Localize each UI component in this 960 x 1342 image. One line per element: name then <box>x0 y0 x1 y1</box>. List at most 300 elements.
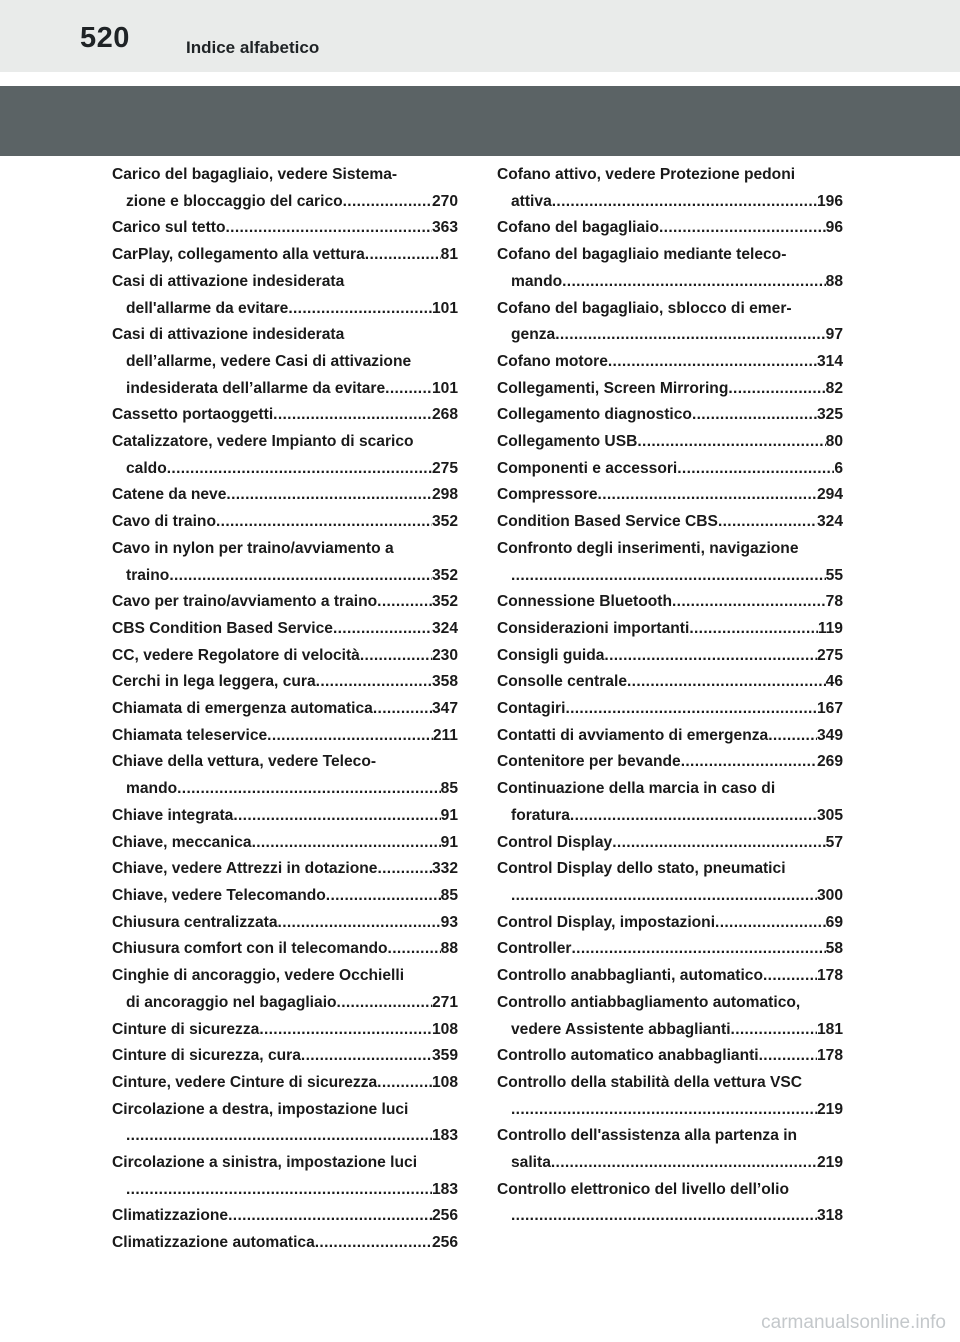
page-reference: 332 <box>431 860 458 878</box>
header-bar <box>0 0 960 72</box>
page-reference: 93 <box>440 913 458 931</box>
dot-leader <box>659 215 826 242</box>
dot-leader <box>377 1070 432 1097</box>
index-entry-last-line <box>497 1017 843 1044</box>
index-entry-last-line <box>497 189 843 216</box>
index-entry-line <box>112 349 458 376</box>
section-title: Indice alfabetico <box>186 38 320 57</box>
index-entry-text: traino <box>126 566 170 584</box>
index-entry <box>112 669 458 696</box>
index-entry-last-line <box>112 1043 458 1070</box>
page-reference: 167 <box>816 700 843 718</box>
index-entry-text: zione e bloccaggio del carico <box>126 192 343 210</box>
page-reference: 352 <box>431 593 458 611</box>
index-entry-text: Consolle centrale <box>497 673 627 691</box>
dot-leader <box>316 669 432 696</box>
index-column-left <box>112 162 458 1257</box>
dot-leader <box>226 482 432 509</box>
dot-leader <box>252 830 441 857</box>
index-entry <box>497 456 843 483</box>
index-entry-last-line <box>112 242 458 269</box>
index-entry-text: Catalizzatore, vedere Impianto di scarico <box>112 433 414 451</box>
index-entry-last-line <box>112 1017 458 1044</box>
page-reference: 270 <box>431 192 458 210</box>
dot-leader <box>373 696 432 723</box>
index-entry-text: vedere Assistente abbaglianti <box>511 1020 731 1038</box>
index-entry-last-line <box>497 723 843 750</box>
index-entry-text: Controllo automatico anabbaglianti <box>497 1047 759 1065</box>
page-reference: 268 <box>431 406 458 424</box>
index-entry-text: Connessione Bluetooth <box>497 593 672 611</box>
page-reference: 85 <box>440 780 458 798</box>
dot-leader <box>692 402 817 429</box>
index-entry-line <box>497 1070 843 1097</box>
page-reference: 256 <box>431 1234 458 1252</box>
index-entry <box>497 509 843 536</box>
index-entry-line <box>112 536 458 563</box>
index-entry-text: Chiave integrata <box>112 806 234 824</box>
index-entry-last-line <box>112 856 458 883</box>
index-entry-text: Controller <box>497 940 572 958</box>
page-reference: 305 <box>816 806 843 824</box>
page-reference: 108 <box>431 1020 458 1038</box>
dot-leader <box>565 696 817 723</box>
dot-leader <box>728 376 825 403</box>
index-entry-line <box>497 990 843 1017</box>
index-entry <box>112 936 458 963</box>
index-entry-last-line <box>112 669 458 696</box>
index-entry-last-line <box>497 803 843 830</box>
page-reference: 352 <box>431 566 458 584</box>
page-reference: 57 <box>825 833 843 851</box>
dot-leader <box>715 910 826 937</box>
page-reference: 119 <box>817 619 843 637</box>
index-entry-line <box>112 322 458 349</box>
index-entry-text: di ancoraggio nel bagagliaio <box>126 993 337 1011</box>
index-entry-text: Carico sul tetto <box>112 219 226 237</box>
index-entry-text: Controllo elettronico del livello dell’olio <box>497 1180 789 1198</box>
page-reference: 91 <box>440 833 458 851</box>
index-entry-last-line <box>112 776 458 803</box>
index-entry-text: Circolazione a destra, impostazione luci <box>112 1100 409 1118</box>
index-entry-text: Casi di attivazione indesiderata <box>112 272 345 290</box>
index-entry-text: Considerazioni importanti <box>497 619 690 637</box>
index-entry-text: Collegamento diagnostico <box>497 406 692 424</box>
index-entry-text: Controllo della stabilità della vettura VSC <box>497 1073 803 1091</box>
index-entry-line <box>497 296 843 323</box>
index-entry <box>497 296 843 349</box>
page-reference: 101 <box>431 299 458 317</box>
index-entry <box>497 830 843 857</box>
index-entry-text: Cofano motore <box>497 352 608 370</box>
index-entry <box>497 910 843 937</box>
index-entry-text: Chiusura comfort con il telecomando <box>112 940 388 958</box>
index-entry-text: Controllo dell'assistenza alla partenza in <box>497 1127 798 1145</box>
index-entry-text: Casi di attivazione indesiderata <box>112 326 345 344</box>
index-entry-last-line <box>497 482 843 509</box>
index-entry-text: Collegamenti, Screen Mirroring <box>497 379 729 397</box>
index-entry-text: Contatti di avviamento di emergenza <box>497 726 769 744</box>
index-entry-last-line <box>497 456 843 483</box>
index-entry-text: Circolazione a sinistra, impostazione luci <box>112 1154 418 1172</box>
index-entry-line <box>112 1097 458 1124</box>
index-entry <box>497 936 843 963</box>
page-reference: 6 <box>834 459 843 477</box>
index-entry-last-line <box>497 1043 843 1070</box>
index-entry-last-line <box>497 669 843 696</box>
dot-leader <box>326 883 441 910</box>
page-reference: 358 <box>431 673 458 691</box>
dot-leader <box>343 189 432 216</box>
index-entry <box>112 723 458 750</box>
index-entry-text: Confronto degli inserimenti, navigazione <box>497 539 799 557</box>
dot-leader <box>385 376 432 403</box>
index-entry-text: foratura <box>511 806 570 824</box>
index-entry-last-line <box>497 402 843 429</box>
index-entry-last-line <box>497 883 843 910</box>
index-entry <box>112 1097 458 1150</box>
dot-leader <box>126 1123 432 1150</box>
dot-leader <box>267 723 433 750</box>
index-entry-last-line <box>112 456 458 483</box>
page-reference: 324 <box>816 513 843 531</box>
index-entry <box>112 536 458 589</box>
index-entry <box>497 963 843 990</box>
dot-leader <box>681 749 817 776</box>
index-entry <box>112 322 458 402</box>
index-entry <box>112 963 458 1016</box>
index-entry <box>497 749 843 776</box>
page-reference: 183 <box>431 1180 458 1198</box>
index-entry-text: Controllo antiabbagliamento automatico, <box>497 993 801 1011</box>
page-reference: 85 <box>440 886 458 904</box>
page-reference: 359 <box>431 1047 458 1065</box>
index-column-right <box>497 162 843 1230</box>
index-entry-last-line <box>497 322 843 349</box>
index-entry <box>112 883 458 910</box>
page-reference: 196 <box>816 192 843 210</box>
index-entry-line <box>497 856 843 883</box>
index-entry <box>497 856 843 909</box>
index-entry-text: Collegamento USB <box>497 433 638 451</box>
index-entry-last-line <box>497 509 843 536</box>
dot-leader <box>233 803 440 830</box>
dot-leader <box>555 322 825 349</box>
dot-leader <box>228 1203 432 1230</box>
index-entry-text: Chiave della vettura, vedere Teleco- <box>112 753 377 771</box>
index-entry-last-line <box>112 696 458 723</box>
page-reference: 178 <box>816 1047 843 1065</box>
index-entry <box>112 1150 458 1203</box>
dot-leader <box>377 589 432 616</box>
index-entry-last-line <box>112 563 458 590</box>
index-entry-text: Cofano del bagagliaio <box>497 219 660 237</box>
index-entry-text: Cofano del bagagliaio, sblocco di emer- <box>497 299 792 317</box>
dot-leader <box>216 509 432 536</box>
index-entry <box>112 509 458 536</box>
index-entry-last-line <box>497 589 843 616</box>
index-entry-text: Chiave, meccanica <box>112 833 252 851</box>
index-entry-text: genza <box>511 326 556 344</box>
index-entry <box>112 402 458 429</box>
index-entry-last-line <box>497 616 843 643</box>
dot-leader <box>572 936 826 963</box>
index-entry-last-line <box>497 1203 843 1230</box>
index-entry-last-line <box>112 1070 458 1097</box>
index-entry-text: Compressore <box>497 486 598 504</box>
index-entry <box>497 429 843 456</box>
dot-leader <box>511 1203 817 1230</box>
index-entry-last-line <box>497 376 843 403</box>
index-entry-text: Chiusura centralizzata <box>112 913 278 931</box>
page-reference: 80 <box>825 433 843 451</box>
index-entry-text: mando <box>126 780 178 798</box>
dot-leader <box>273 402 432 429</box>
dot-leader <box>315 1230 432 1257</box>
page-reference: 108 <box>431 1073 458 1091</box>
index-entry-text: Carico del bagagliaio, vedere Sistema- <box>112 166 398 183</box>
index-entry <box>112 1203 458 1230</box>
index-entry-text: Consigli guida <box>497 646 605 664</box>
index-entry-line <box>112 749 458 776</box>
index-entry-text: Cinture, vedere Cinture di sicurezza <box>112 1073 378 1091</box>
index-entry-text: CarPlay, collegamento alla vettura <box>112 246 365 264</box>
page-reference: 82 <box>825 379 843 397</box>
index-entry-last-line <box>112 803 458 830</box>
index-entry-text: Control Display <box>497 833 613 851</box>
index-entry-last-line <box>112 189 458 216</box>
index-entry-last-line <box>497 429 843 456</box>
index-entry <box>497 990 843 1043</box>
page-reference: 97 <box>825 326 843 344</box>
index-entry-text: attiva <box>511 192 552 210</box>
page-reference: 46 <box>825 673 843 691</box>
index-entry <box>112 643 458 670</box>
index-entry-text: dell’allarme, vedere Casi di attivazione <box>126 352 412 370</box>
dot-leader <box>562 269 826 296</box>
index-entry <box>112 616 458 643</box>
index-entry-text: Chiave, vedere Attrezzi in dotazione <box>112 860 378 878</box>
index-entry-text: Climatizzazione <box>112 1207 229 1225</box>
page-reference: 352 <box>431 513 458 531</box>
index-entry-line <box>112 162 458 189</box>
index-entry-last-line <box>112 589 458 616</box>
dot-leader <box>598 482 817 509</box>
dot-leader <box>333 616 432 643</box>
index-entry-last-line <box>112 990 458 1017</box>
index-entry-text: Chiave, vedere Telecomando <box>112 886 326 904</box>
index-entry <box>497 643 843 670</box>
dot-leader <box>511 883 817 910</box>
page-reference: 55 <box>825 566 843 584</box>
index-entry <box>497 776 843 829</box>
index-entry-last-line <box>497 349 843 376</box>
index-entry-last-line <box>497 910 843 937</box>
index-entry-line <box>112 963 458 990</box>
dot-leader <box>511 563 826 590</box>
page-reference: 58 <box>825 940 843 958</box>
page-reference: 271 <box>431 993 458 1011</box>
index-entry-text: Cinghie di ancoraggio, vedere Occhielli <box>112 967 405 985</box>
dot-leader <box>608 349 817 376</box>
index-entry <box>497 402 843 429</box>
index-entry-line <box>497 162 843 189</box>
index-entry-last-line <box>112 723 458 750</box>
index-entry <box>497 162 843 215</box>
index-entry-line <box>497 776 843 803</box>
page-reference: 349 <box>816 726 843 744</box>
page-reference: 314 <box>816 352 843 370</box>
dot-leader <box>551 1150 817 1177</box>
dot-leader <box>365 242 441 269</box>
index-entry <box>497 1070 843 1123</box>
dot-leader <box>763 963 817 990</box>
index-entry <box>497 616 843 643</box>
index-entry-last-line <box>112 296 458 323</box>
dot-leader <box>759 1043 817 1070</box>
index-entry-line <box>497 536 843 563</box>
index-entry-line <box>497 242 843 269</box>
page-reference: 325 <box>816 406 843 424</box>
index-entry <box>112 429 458 482</box>
index-entry <box>497 723 843 750</box>
index-entry-last-line <box>112 1123 458 1150</box>
index-entry-line <box>112 269 458 296</box>
page-reference: 178 <box>816 967 843 985</box>
index-entry <box>497 242 843 295</box>
dot-leader <box>511 1097 817 1124</box>
index-entry <box>112 215 458 242</box>
index-entry-last-line <box>497 936 843 963</box>
page-reference: 269 <box>816 753 843 771</box>
index-entry <box>112 856 458 883</box>
index-entry <box>112 269 458 322</box>
index-entry-text: mando <box>511 272 563 290</box>
dot-leader <box>672 589 826 616</box>
index-entry-text: Controllo anabbaglianti, automatico <box>497 967 763 985</box>
page-number: 520 <box>80 22 130 54</box>
index-entry-text: Control Display dello stato, pneumatici <box>497 860 786 878</box>
dot-leader <box>627 669 826 696</box>
index-entry <box>112 1230 458 1257</box>
index-entry <box>112 696 458 723</box>
index-entry-last-line <box>497 696 843 723</box>
page-reference: 275 <box>816 646 843 664</box>
index-entry <box>497 376 843 403</box>
index-entry <box>112 242 458 269</box>
index-entry-text: caldo <box>126 459 167 477</box>
index-entry-text: Componenti e accessori <box>497 459 678 477</box>
index-entry <box>497 669 843 696</box>
page-reference: 101 <box>431 379 458 397</box>
dot-leader <box>768 723 817 750</box>
index-entry-text: Control Display, impostazioni <box>497 913 716 931</box>
page-reference: 88 <box>440 940 458 958</box>
index-entry-line <box>112 1150 458 1177</box>
page-reference: 219 <box>816 1154 843 1172</box>
index-entry <box>497 589 843 616</box>
dot-leader <box>388 936 441 963</box>
index-entry <box>497 482 843 509</box>
page-reference: 256 <box>431 1207 458 1225</box>
index-entry <box>497 215 843 242</box>
page-reference: 294 <box>816 486 843 504</box>
index-entry <box>497 696 843 723</box>
page-reference: 181 <box>816 1020 843 1038</box>
index-entry-last-line <box>112 643 458 670</box>
dot-leader <box>301 1043 432 1070</box>
dot-leader <box>288 296 432 323</box>
index-entry-last-line <box>112 910 458 937</box>
dot-leader <box>259 1017 432 1044</box>
index-entry-text: salita <box>511 1154 551 1172</box>
index-entry-last-line <box>112 482 458 509</box>
index-entry-text: Cinture di sicurezza <box>112 1020 260 1038</box>
index-entry-text: indesiderata dell’allarme da evitare <box>126 379 386 397</box>
index-entry-last-line <box>112 376 458 403</box>
index-entry-text: Cofano attivo, vedere Protezione pedoni <box>497 166 796 183</box>
page-reference: 91 <box>440 806 458 824</box>
dot-leader <box>377 856 432 883</box>
index-entry <box>112 1043 458 1070</box>
page-reference: 211 <box>432 726 458 744</box>
index-entry <box>112 749 458 802</box>
index-entry-text: Cassetto portaoggetti <box>112 406 274 424</box>
dot-leader <box>126 1177 432 1204</box>
index-entry-line <box>497 1123 843 1150</box>
page-reference: 219 <box>816 1100 843 1118</box>
page-reference: 300 <box>816 886 843 904</box>
index-entry-line <box>112 429 458 456</box>
index-entry <box>112 1070 458 1097</box>
page-reference: 347 <box>431 700 458 718</box>
index-entry <box>497 349 843 376</box>
index-entry-text: Contagiri <box>497 700 566 718</box>
index-entry <box>112 830 458 857</box>
dot-leader <box>226 215 432 242</box>
dot-leader <box>167 456 432 483</box>
dot-leader <box>604 643 817 670</box>
page-reference: 96 <box>825 219 843 237</box>
index-entry-text: Chiamata di emergenza automatica <box>112 700 373 718</box>
page-reference: 183 <box>431 1127 458 1145</box>
index-entry-last-line <box>112 1203 458 1230</box>
index-entry-last-line <box>497 563 843 590</box>
index-entry-text: Cavo per traino/avviamento a traino <box>112 593 378 611</box>
index-entry-last-line <box>497 1150 843 1177</box>
dot-leader <box>718 509 817 536</box>
page-reference: 318 <box>816 1207 843 1225</box>
index-entry <box>112 803 458 830</box>
index-entry <box>497 1123 843 1176</box>
page-reference: 69 <box>825 913 843 931</box>
index-entry <box>112 482 458 509</box>
index-entry-text: Cerchi in lega leggera, cura <box>112 673 316 691</box>
index-entry-last-line <box>497 963 843 990</box>
page-reference: 275 <box>431 459 458 477</box>
index-entry-text: CC, vedere Regolatore di velocità <box>112 646 360 664</box>
dot-leader <box>689 616 817 643</box>
page-reference: 324 <box>431 619 458 637</box>
index-entry-last-line <box>112 936 458 963</box>
index-entry-last-line <box>497 830 843 857</box>
dot-leader <box>731 1017 817 1044</box>
index-entry-text: Cofano del bagagliaio mediante teleco- <box>497 246 787 264</box>
index-entry-last-line <box>497 1097 843 1124</box>
index-entry-text: Cavo in nylon per traino/avviamento a <box>112 539 394 557</box>
index-entry-last-line <box>112 1177 458 1204</box>
dot-leader <box>360 643 432 670</box>
